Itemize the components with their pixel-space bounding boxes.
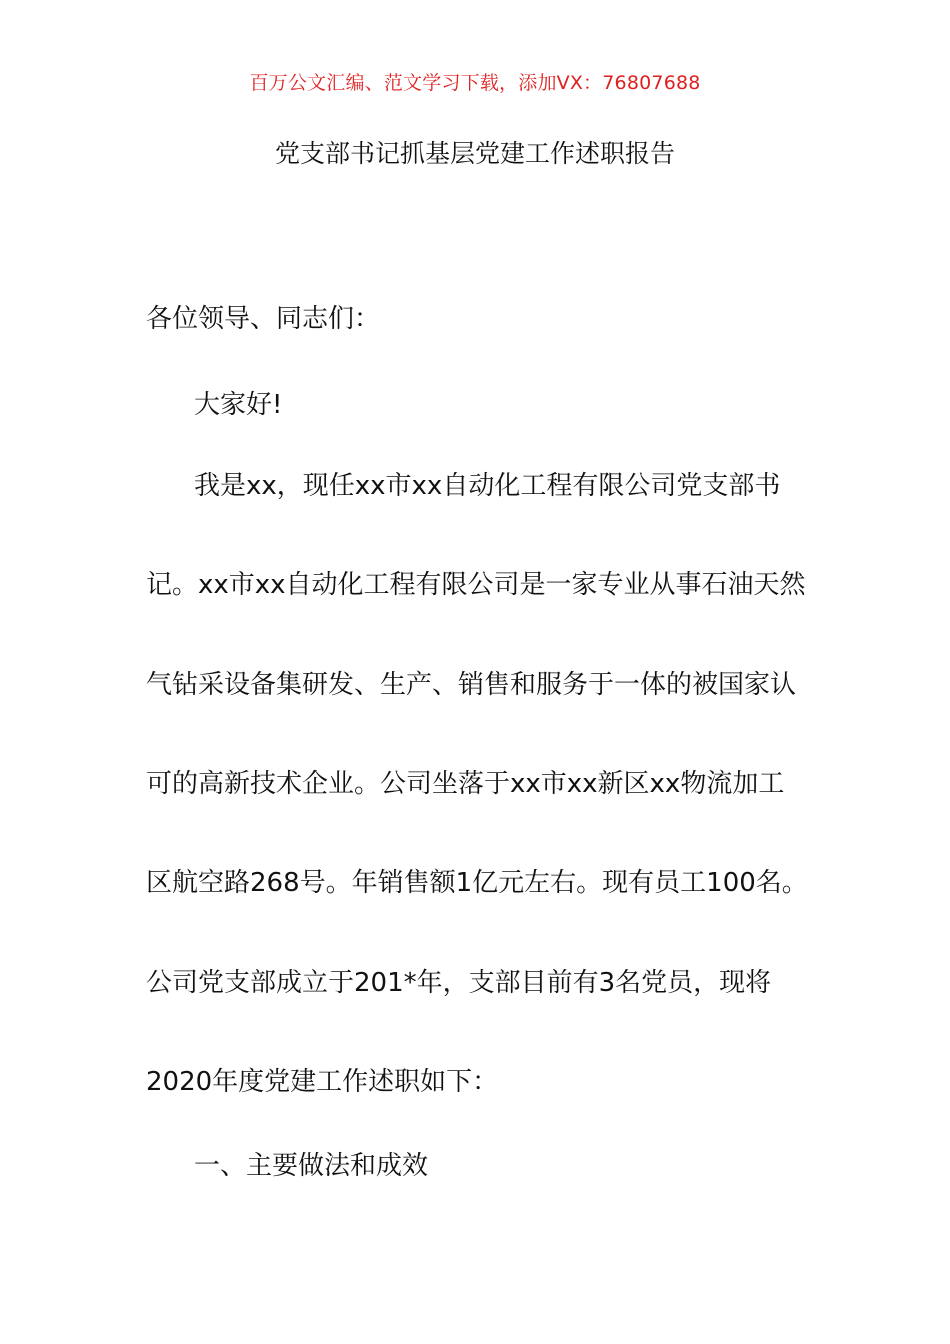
document-title: 党支部书记抓基层党建工作述职报告 [274,139,675,168]
salutation: 各位领导、同志们： [146,304,381,334]
watermark-banner: 百万公文汇编、范文学习下载，添加VX：76807688 [249,72,701,94]
greeting: 大家好! [194,390,283,420]
section-heading: 一、主要做法和成效 [194,1151,429,1181]
body-line: 我是xx，现任xx市xx自动化工程有限公司党支部书 [194,471,781,501]
body-line: 2020年度党建工作述职如下： [146,1067,499,1097]
body-line: 公司党支部成立于201*年，支部目前有3名党员，现将 [146,968,772,998]
body-line: 气钻采设备集研发、生产、销售和服务于一体的被国家认 [146,670,797,700]
body-line: 可的高新技术企业。公司坐落于xx市xx新区xx物流加工 [146,769,785,799]
body-line: 记。xx市xx自动化工程有限公司是一家专业从事石油天然 [146,570,806,600]
body-line: 区航空路268号。年销售额1亿元左右。现有员工100名。 [146,868,808,898]
